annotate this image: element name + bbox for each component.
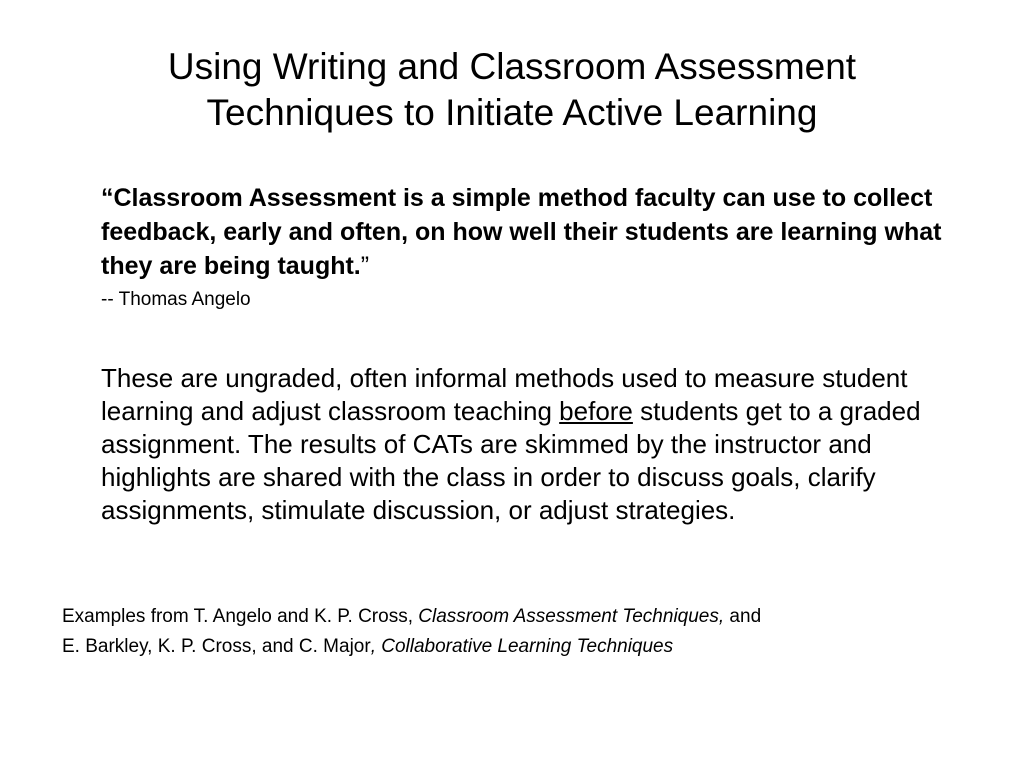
examples-line-1-suffix: and xyxy=(724,606,762,627)
examples-line-2-book-title: , Collaborative Learning Techniques xyxy=(370,636,674,657)
body-text-part-1: These are ungraded, often informal methods used to measure student learning and adjust classroom teaching xyxy=(101,363,908,426)
slide-title-line-1: Using Writing and Classroom Assessment xyxy=(167,46,857,87)
quote-attribution: -- Thomas Angelo xyxy=(101,289,251,310)
examples-line-2-prefix: E. Barkley, K. P. Cross, and C. Major xyxy=(62,636,371,657)
slide-title-line-2: Techniques to Initiate Active Learning xyxy=(206,92,818,133)
body-paragraph xyxy=(101,362,981,527)
quote-close-mark: ” xyxy=(360,252,370,280)
examples-line-2 xyxy=(62,632,982,662)
body-underlined-word: before xyxy=(559,396,633,426)
body-text-part-2: students get to a graded assignment. The results of CATs are skimmed by the instructor and highlights are shared with the class in order to discuss goals, clarify assignments, stimulate discussion, or adjust strategies. xyxy=(101,396,921,525)
slide-title xyxy=(40,44,984,136)
examples-citation xyxy=(62,602,982,662)
quote-open-mark: “ xyxy=(101,184,114,212)
examples-line-1 xyxy=(62,602,982,632)
examples-line-1-prefix: Examples from T. Angelo and K. P. Cross, xyxy=(62,606,419,627)
quote-text: Classroom Assessment is a simple method faculty can use to collect feedback, early and often, on how well their students are learning what they are being taught. xyxy=(101,184,942,280)
examples-line-1-book-title: Classroom Assessment Techniques, xyxy=(418,606,725,627)
quote xyxy=(101,181,971,283)
